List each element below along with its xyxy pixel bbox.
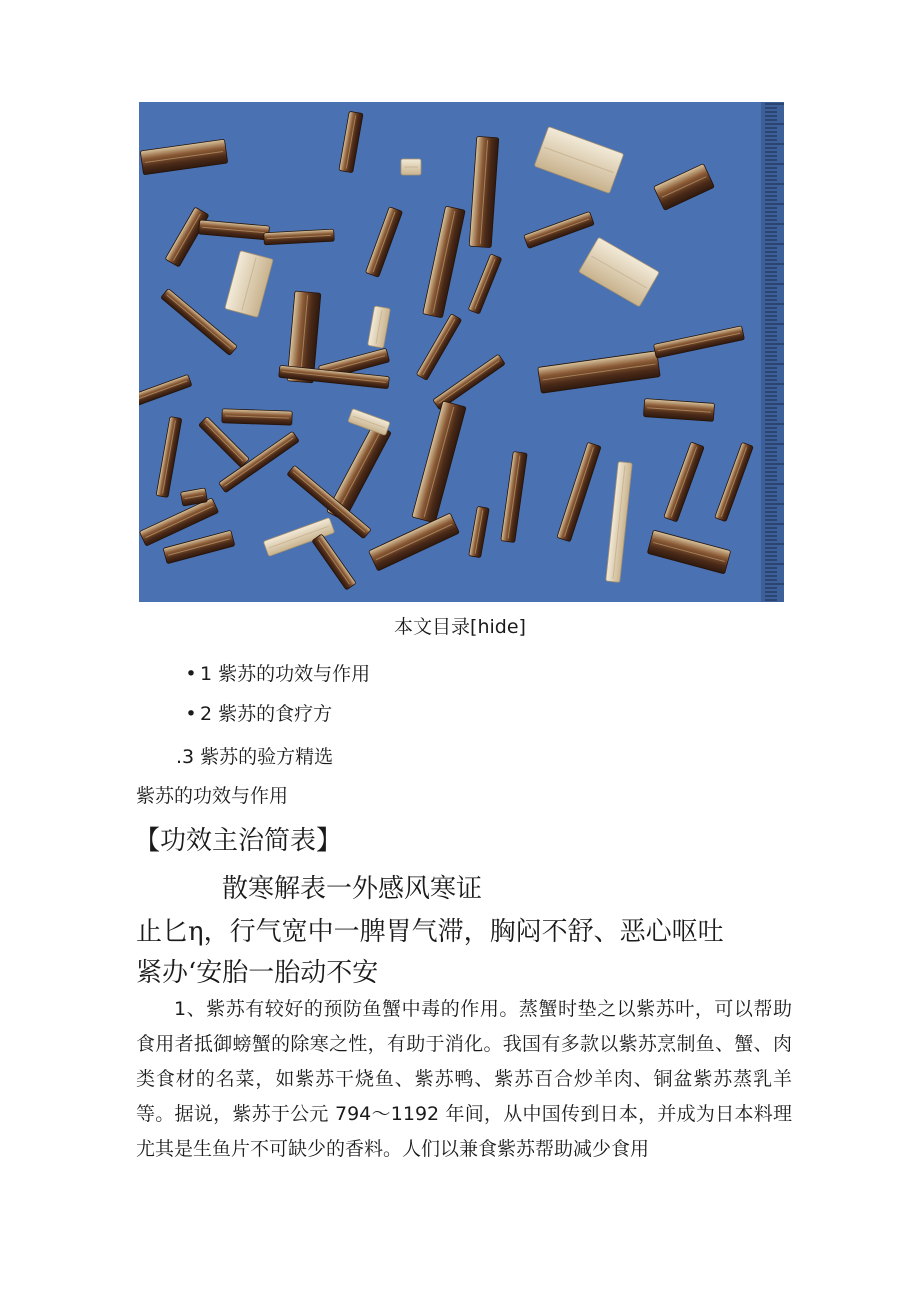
toc-title[interactable]: 本文目录[hide] — [394, 616, 526, 638]
section-heading: 紫苏的功效与作用 — [136, 785, 289, 807]
body-paragraph: 1、紫苏有较好的预防鱼蟹中毒的作用。蒸蟹时垫之以紫苏叶，可以帮助食用者抵御螃蟹的除寒之性，有助于消化。我国有多款以紫苏烹制鱼、蟹、肉类食材的名菜，如紫苏干烧鱼、紫苏鸭、紫苏百合炒羊肉、铜盆紫苏蒸乳羊等。据说，紫苏于公元 794～1192 年间，从中国传到日本，并成为日本料理尤其是生鱼片不可缺少的香料。人们以兼食紫苏帮助减少食用 — [136, 998, 792, 1160]
herb-photo — [139, 102, 784, 602]
summary-line-3: 紧办‘安胎一胎动不安 — [136, 958, 379, 988]
toc-item-label[interactable]: 2 紫苏的食疗方 — [200, 703, 333, 725]
dried-stems-illustration — [139, 102, 784, 602]
summary-line-2: 止匕η，行气宽中一脾胃气滞，胸闷不舒、恶心呕吐 — [136, 917, 724, 947]
summary-line-1: 散寒解表一外感风寒证 — [222, 874, 483, 904]
bullet-icon: • — [185, 663, 197, 685]
bullet-icon: • — [185, 703, 197, 725]
toc-item-1[interactable] — [182, 659, 370, 686]
toc-item-2[interactable] — [182, 699, 332, 726]
toc-item-3[interactable] — [176, 742, 333, 769]
toc-item-label[interactable]: .3 紫苏的验方精选 — [176, 746, 334, 768]
toc-item-label[interactable]: 1 紫苏的功效与作用 — [200, 663, 371, 685]
summary-table-title: 【功效主治简表】 — [134, 826, 343, 856]
